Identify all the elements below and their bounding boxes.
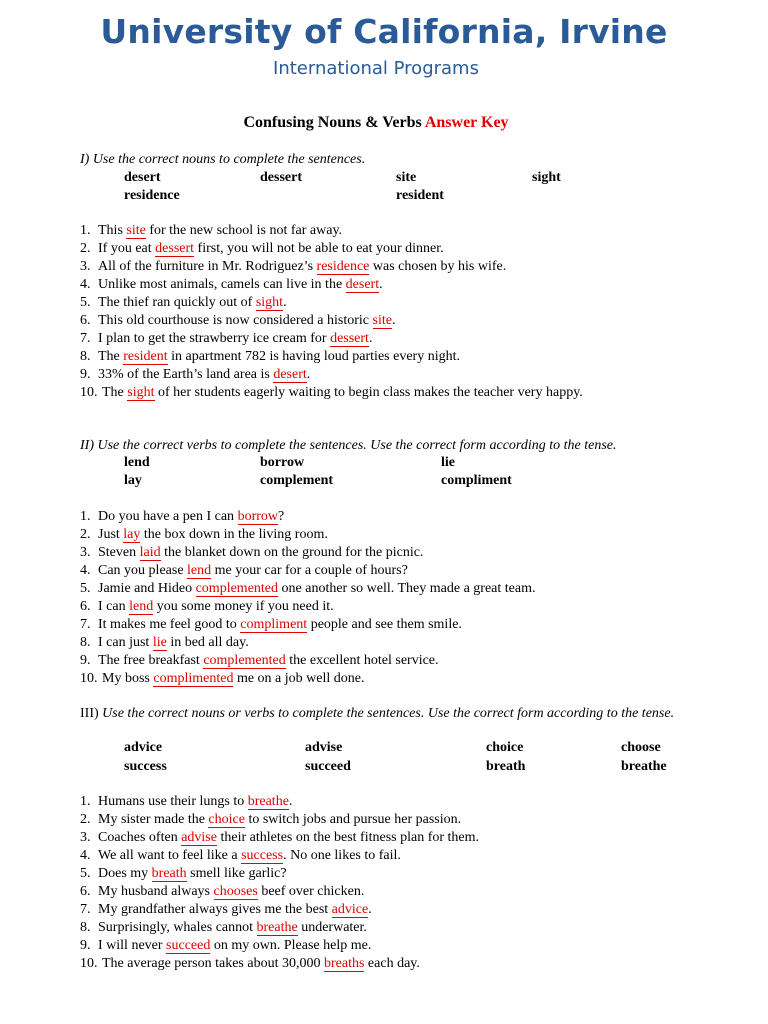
- sentence-item: [80, 312, 583, 330]
- item-number: 4.: [80, 848, 91, 863]
- sentence-text: ?: [278, 509, 285, 524]
- answer-word: resident: [123, 349, 168, 364]
- sentence-text: .: [379, 277, 383, 292]
- sentence-text: It makes me feel good to: [98, 617, 241, 632]
- word-bank-item: complement: [260, 473, 334, 488]
- item-number: 10.: [80, 671, 98, 686]
- sentence-item: [80, 652, 536, 670]
- item-number: 3.: [80, 545, 91, 560]
- answer-word: laid: [139, 545, 161, 560]
- item-number: 8.: [80, 349, 91, 364]
- sentence-item: [80, 829, 479, 847]
- sentence-text: .: [391, 313, 396, 328]
- sentence-text: .: [368, 902, 372, 917]
- section-3-instruction: [80, 705, 680, 723]
- title-main: Confusing Nouns & Verbs: [243, 114, 422, 131]
- section-2-instruction: II) Use the correct verbs to complete the sentences. Use the correct form according to the tense.: [80, 438, 617, 453]
- answer-word: site: [126, 223, 146, 238]
- sentence-text: Can you please: [98, 563, 188, 578]
- sentence-text: Coaches often: [98, 830, 182, 845]
- sentence-item: [80, 670, 536, 688]
- answer-word: lay: [123, 527, 141, 542]
- word-bank-item: desert: [124, 170, 161, 185]
- sentence-text: I can just: [98, 635, 153, 650]
- word-bank-item: success: [124, 759, 167, 774]
- item-number: 9.: [80, 367, 91, 382]
- sentence-item: [80, 544, 536, 562]
- answer-word: chooses: [213, 884, 258, 899]
- sentence-text: the box down in the living room.: [140, 527, 328, 542]
- answer-word: breathe: [256, 920, 298, 935]
- answer-word: advise: [181, 830, 217, 845]
- sentence-text: for the new school is not far away.: [145, 223, 343, 238]
- sentence-text: .: [368, 331, 373, 346]
- sentence-item: [80, 384, 583, 402]
- section-3-instruction-text: Use the correct nouns or verbs to complete the sentences. Use the correct form according to the tense.: [102, 706, 675, 721]
- item-number: 10.: [80, 956, 98, 971]
- sentence-text: me on a job well done.: [233, 671, 365, 686]
- sentence-item: [80, 901, 479, 919]
- sentence-text: If you eat: [98, 241, 156, 256]
- word-bank-item: breath: [486, 759, 526, 774]
- word-bank-item: advise: [305, 740, 343, 755]
- answer-word: site: [372, 313, 392, 328]
- sentence-text: Jamie and Hideo: [98, 581, 196, 596]
- sentence-text: My husband always: [98, 884, 214, 899]
- sentence-item: [80, 526, 536, 544]
- sentence-item: [80, 240, 583, 258]
- sentence-text: My boss: [102, 671, 154, 686]
- item-number: 3.: [80, 830, 91, 845]
- sentence-item: [80, 616, 536, 634]
- sentence-text: Humans use their lungs to: [98, 794, 248, 809]
- answer-word: lend: [129, 599, 154, 614]
- answer-word: compliment: [240, 617, 308, 632]
- sentence-text: first, you will not be able to eat your dinner.: [194, 241, 444, 256]
- sentence-item: [80, 294, 583, 312]
- item-number: 2.: [80, 812, 91, 827]
- answer-word: breathe: [247, 794, 289, 809]
- word-bank-item: resident: [396, 188, 444, 203]
- sentence-text: me your car for a couple of hours?: [211, 563, 408, 578]
- answer-word: success: [241, 848, 284, 863]
- sentence-text: of her students eagerly waiting to begin class makes the teacher very happy.: [154, 385, 583, 400]
- sentence-text: in apartment 782 is having loud parties every night.: [167, 349, 460, 364]
- sentence-text: The free breakfast: [98, 653, 204, 668]
- sentence-item: [80, 258, 583, 276]
- sentence-text: smell like garlic?: [186, 866, 287, 881]
- sentence-text: you some money if you need it.: [153, 599, 334, 614]
- word-bank-item: succeed: [305, 759, 351, 774]
- item-number: 5.: [80, 295, 91, 310]
- answer-word: breath: [151, 866, 187, 881]
- item-number: 3.: [80, 259, 91, 274]
- sentence-item: [80, 562, 536, 580]
- sentence-text: .: [283, 295, 287, 310]
- word-bank-item: compliment: [441, 473, 512, 488]
- answer-word: complimented: [153, 671, 234, 686]
- answer-word: choice: [208, 812, 245, 827]
- item-number: 1.: [80, 509, 91, 524]
- section-2-list: [80, 508, 536, 688]
- sentence-text: Just: [98, 527, 124, 542]
- word-bank-item: breathe: [621, 759, 667, 774]
- item-number: 1.: [80, 794, 91, 809]
- sentence-text: on my own. Please help me.: [210, 938, 372, 953]
- sentence-text: Does my: [98, 866, 152, 881]
- document-title: [0, 114, 752, 132]
- sentence-text: .: [288, 794, 293, 809]
- sentence-item: [80, 865, 479, 883]
- sentence-text: Unlike most animals, camels can live in the: [98, 277, 346, 292]
- answer-word: advice: [331, 902, 369, 917]
- item-number: 7.: [80, 902, 91, 917]
- answer-word: dessert: [330, 331, 369, 346]
- item-number: 7.: [80, 617, 91, 632]
- sentence-text: 33% of the Earth’s land area is: [98, 367, 274, 382]
- item-number: 10.: [80, 385, 98, 400]
- answer-word: complemented: [203, 653, 286, 668]
- sentence-text: Do you have a pen I can: [98, 509, 238, 524]
- sentence-text: This old courthouse is now considered a historic: [98, 313, 373, 328]
- answer-word: succeed: [166, 938, 211, 953]
- sentence-text: beef over chicken.: [257, 884, 365, 899]
- program-name: International Programs: [273, 58, 479, 79]
- sentence-text: underwater.: [297, 920, 367, 935]
- sentence-text: The average person takes about 30,000: [102, 956, 324, 971]
- answer-word: breaths: [323, 956, 365, 971]
- item-number: 2.: [80, 241, 91, 256]
- sentence-text: their athletes on the best fitness plan for them.: [216, 830, 480, 845]
- word-bank-item: lend: [124, 455, 150, 470]
- word-bank-item: residence: [124, 188, 180, 203]
- title-answer-key: Answer Key: [424, 114, 509, 131]
- item-number: 6.: [80, 599, 91, 614]
- sentence-text: was chosen by his wife.: [369, 259, 507, 274]
- sentence-text: the blanket down on the ground for the picnic.: [160, 545, 424, 560]
- sentence-item: [80, 634, 536, 652]
- sentence-text: to switch jobs and pursue her passion.: [244, 812, 462, 827]
- sentence-text: I plan to get the strawberry ice cream for: [98, 331, 331, 346]
- sentence-item: [80, 508, 536, 526]
- word-bank-item: lie: [441, 455, 455, 470]
- sentence-item: [80, 276, 583, 294]
- university-name: University of California, Irvine: [100, 12, 668, 51]
- answer-word: complemented: [195, 581, 279, 596]
- sentence-text: My sister made the: [98, 812, 209, 827]
- word-bank-item: sight: [532, 170, 561, 185]
- word-bank-item: choice: [486, 740, 524, 755]
- item-number: 8.: [80, 635, 91, 650]
- section-1-instruction: I) Use the correct nouns to complete the sentences.: [80, 152, 366, 167]
- answer-word: borrow: [237, 509, 278, 524]
- item-number: 6.: [80, 313, 91, 328]
- item-number: 4.: [80, 277, 91, 292]
- sentence-text: the excellent hotel service.: [285, 653, 439, 668]
- section-3-list: [80, 793, 479, 973]
- sentence-text: All of the furniture in Mr. Rodriguez’s: [98, 259, 317, 274]
- answer-word: desert: [345, 277, 380, 292]
- answer-word: lie: [152, 635, 167, 650]
- item-number: 2.: [80, 527, 91, 542]
- word-bank-item: advice: [124, 740, 163, 755]
- word-bank-item: borrow: [260, 455, 305, 470]
- sentence-text: . No one likes to fail.: [283, 848, 401, 863]
- item-number: 4.: [80, 563, 91, 578]
- sentence-text: The: [98, 349, 124, 364]
- item-number: 9.: [80, 938, 91, 953]
- sentence-item: [80, 330, 583, 348]
- item-number: 6.: [80, 884, 91, 899]
- sentence-item: [80, 222, 583, 240]
- sentence-item: [80, 847, 479, 865]
- word-bank-item: dessert: [260, 170, 302, 185]
- section-3-number: III): [80, 706, 103, 721]
- sentence-text: people and see them smile.: [307, 617, 462, 632]
- sentence-text: This: [98, 223, 127, 238]
- item-number: 5.: [80, 581, 91, 596]
- sentence-text: I can: [98, 599, 130, 614]
- sentence-item: [80, 955, 479, 973]
- sentence-item: [80, 919, 479, 937]
- sentence-item: [80, 366, 583, 384]
- sentence-text: in bed all day.: [166, 635, 249, 650]
- sentence-item: [80, 883, 479, 901]
- sentence-item: [80, 348, 583, 366]
- item-number: 8.: [80, 920, 91, 935]
- sentence-text: We all want to feel like a: [98, 848, 242, 863]
- sentence-item: [80, 580, 536, 598]
- sentence-text: one another so well. They made a great team.: [278, 581, 536, 596]
- answer-word: residence: [316, 259, 370, 274]
- sentence-text: The: [102, 385, 128, 400]
- item-number: 7.: [80, 331, 91, 346]
- item-number: 5.: [80, 866, 91, 881]
- word-bank-item: lay: [124, 473, 142, 488]
- sentence-item: [80, 811, 479, 829]
- answer-word: dessert: [155, 241, 195, 256]
- word-bank-item: choose: [621, 740, 661, 755]
- sentence-text: Steven: [98, 545, 140, 560]
- sentence-text: Surprisingly, whales cannot: [98, 920, 257, 935]
- item-number: 1.: [80, 223, 91, 238]
- answer-word: sight: [127, 385, 155, 400]
- section-1-list: [80, 222, 583, 402]
- item-number: 9.: [80, 653, 91, 668]
- sentence-text: The thief ran quickly out of: [98, 295, 256, 310]
- sentence-text: .: [306, 367, 311, 382]
- sentence-item: [80, 598, 536, 616]
- sentence-text: each day.: [364, 956, 420, 971]
- sentence-text: My grandfather always gives me the best: [98, 902, 332, 917]
- answer-word: desert: [273, 367, 307, 382]
- answer-word: lend: [187, 563, 212, 578]
- sentence-item: [80, 793, 479, 811]
- sentence-item: [80, 937, 479, 955]
- answer-word: sight: [255, 295, 284, 310]
- sentence-text: I will never: [98, 938, 167, 953]
- word-bank-item: site: [396, 170, 417, 185]
